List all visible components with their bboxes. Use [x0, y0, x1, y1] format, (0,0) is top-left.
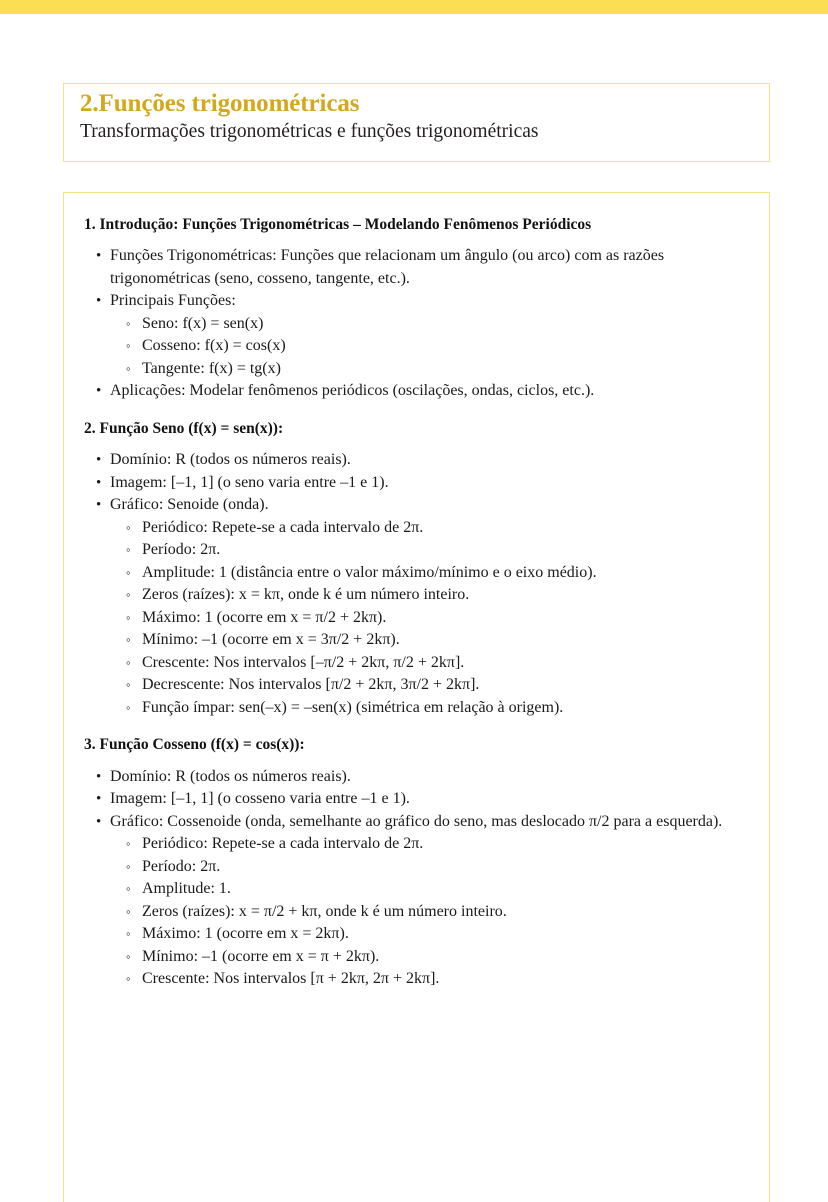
document-header-box	[63, 83, 770, 162]
section-heading: 3. Função Cosseno (f(x) = cos(x)):	[84, 736, 305, 754]
sub-list-item	[142, 517, 743, 540]
sub-bullet-list	[110, 833, 743, 991]
section-spacer	[84, 403, 743, 419]
bullet-list	[84, 245, 743, 403]
list-item	[110, 290, 743, 380]
heading-spacer	[84, 234, 743, 245]
top-accent-bar	[0, 0, 828, 14]
section-heading: 2. Função Seno (f(x) = sen(x)):	[84, 419, 284, 437]
sub-list-item-text: ◦ Função ímpar: sen(–x) = –sen(x) (simétrica em relação à origem).	[142, 697, 743, 720]
list-item-text: • Domínio: R (todos os números reais).	[110, 766, 743, 789]
sub-list-item-text: ◦ Máximo: 1 (ocorre em x = π/2 + 2kπ).	[142, 607, 743, 630]
sub-list-item	[142, 878, 743, 901]
sub-list-item-text: ◦ Periódico: Repete-se a cada intervalo de 2π.	[142, 833, 743, 856]
page-subtitle: Transformações trigonométricas e funções trigonométricas	[80, 121, 539, 142]
sub-list-item-text: ◦ Seno: f(x) = sen(x)	[142, 313, 743, 336]
sub-list-item-text: ◦ Amplitude: 1.	[142, 878, 743, 901]
list-item	[110, 811, 743, 991]
sub-list-item	[142, 539, 743, 562]
sub-list-item-text: ◦ Zeros (raízes): x = π/2 + kπ, onde k é um número inteiro.	[142, 901, 743, 924]
sub-list-item	[142, 629, 743, 652]
sub-list-item-text: ◦ Crescente: Nos intervalos [–π/2 + 2kπ, π/2 + 2kπ].	[142, 652, 743, 675]
sub-list-item	[142, 562, 743, 585]
list-item	[110, 245, 743, 290]
document-content-box	[63, 192, 770, 1202]
sub-list-item-text: ◦ Periódico: Repete-se a cada intervalo de 2π.	[142, 517, 743, 540]
list-item	[110, 449, 743, 472]
page-title: 2.Funções trigonométricas	[80, 90, 360, 117]
list-item-text: • Aplicações: Modelar fenômenos periódicos (oscilações, ondas, ciclos, etc.).	[110, 380, 743, 403]
list-item	[110, 766, 743, 789]
sub-list-item	[142, 584, 743, 607]
sub-list-item	[142, 652, 743, 675]
list-item-text: • Imagem: [–1, 1] (o cosseno varia entre –1 e 1).	[110, 788, 743, 811]
list-item-text: • Gráfico: Senoide (onda).	[110, 494, 743, 517]
sub-list-item-text: ◦ Período: 2π.	[142, 539, 743, 562]
sub-list-item-text: ◦ Crescente: Nos intervalos [π + 2kπ, 2π + 2kπ].	[142, 968, 743, 991]
document-body	[64, 193, 769, 991]
heading-spacer	[84, 755, 743, 766]
sub-list-item-text: ◦ Período: 2π.	[142, 856, 743, 879]
list-item-text: • Principais Funções:	[110, 290, 743, 313]
sub-list-item	[142, 607, 743, 630]
sub-list-item	[142, 674, 743, 697]
bullet-list	[84, 449, 743, 719]
section-heading: 1. Introdução: Funções Trigonométricas – Modelando Fenômenos Periódicos	[84, 216, 592, 233]
list-item-text: • Domínio: R (todos os números reais).	[110, 449, 743, 472]
sub-bullet-list	[110, 313, 743, 381]
bullet-list	[84, 766, 743, 991]
list-item-text: • Funções Trigonométricas: Funções que relacionam um ângulo (ou arco) com as razões trigonométricas (seno, cosseno, tangente, etc.).	[110, 245, 743, 290]
sub-list-item	[142, 697, 743, 720]
sub-list-item	[142, 968, 743, 991]
sub-list-item-text: ◦ Tangente: f(x) = tg(x)	[142, 358, 743, 381]
list-item-text: • Gráfico: Cossenoide (onda, semelhante ao gráfico do seno, mas deslocado π/2 para a esquerda).	[110, 811, 743, 834]
document-section	[84, 735, 743, 990]
heading-spacer	[84, 438, 743, 449]
sub-list-item-text: ◦ Máximo: 1 (ocorre em x = 2kπ).	[142, 923, 743, 946]
sub-list-item-text: ◦ Decrescente: Nos intervalos [π/2 + 2kπ, 3π/2 + 2kπ].	[142, 674, 743, 697]
list-item	[110, 380, 743, 403]
sub-list-item	[142, 833, 743, 856]
sub-list-item	[142, 856, 743, 879]
section-spacer	[84, 719, 743, 735]
document-section	[84, 215, 743, 403]
sub-list-item-text: ◦ Mínimo: –1 (ocorre em x = 3π/2 + 2kπ).	[142, 629, 743, 652]
list-item-text: • Imagem: [–1, 1] (o seno varia entre –1 e 1).	[110, 472, 743, 495]
sub-list-item-text: ◦ Cosseno: f(x) = cos(x)	[142, 335, 743, 358]
sub-list-item	[142, 901, 743, 924]
sub-list-item	[142, 358, 743, 381]
list-item	[110, 494, 743, 719]
sub-list-item	[142, 923, 743, 946]
sub-list-item	[142, 335, 743, 358]
sub-list-item-text: ◦ Mínimo: –1 (ocorre em x = π + 2kπ).	[142, 946, 743, 969]
document-section	[84, 419, 743, 719]
sub-list-item	[142, 946, 743, 969]
sub-bullet-list	[110, 517, 743, 720]
sub-list-item-text: ◦ Zeros (raízes): x = kπ, onde k é um número inteiro.	[142, 584, 743, 607]
sub-list-item-text: ◦ Amplitude: 1 (distância entre o valor máximo/mínimo e o eixo médio).	[142, 562, 743, 585]
list-item	[110, 472, 743, 495]
sub-list-item	[142, 313, 743, 336]
list-item	[110, 788, 743, 811]
